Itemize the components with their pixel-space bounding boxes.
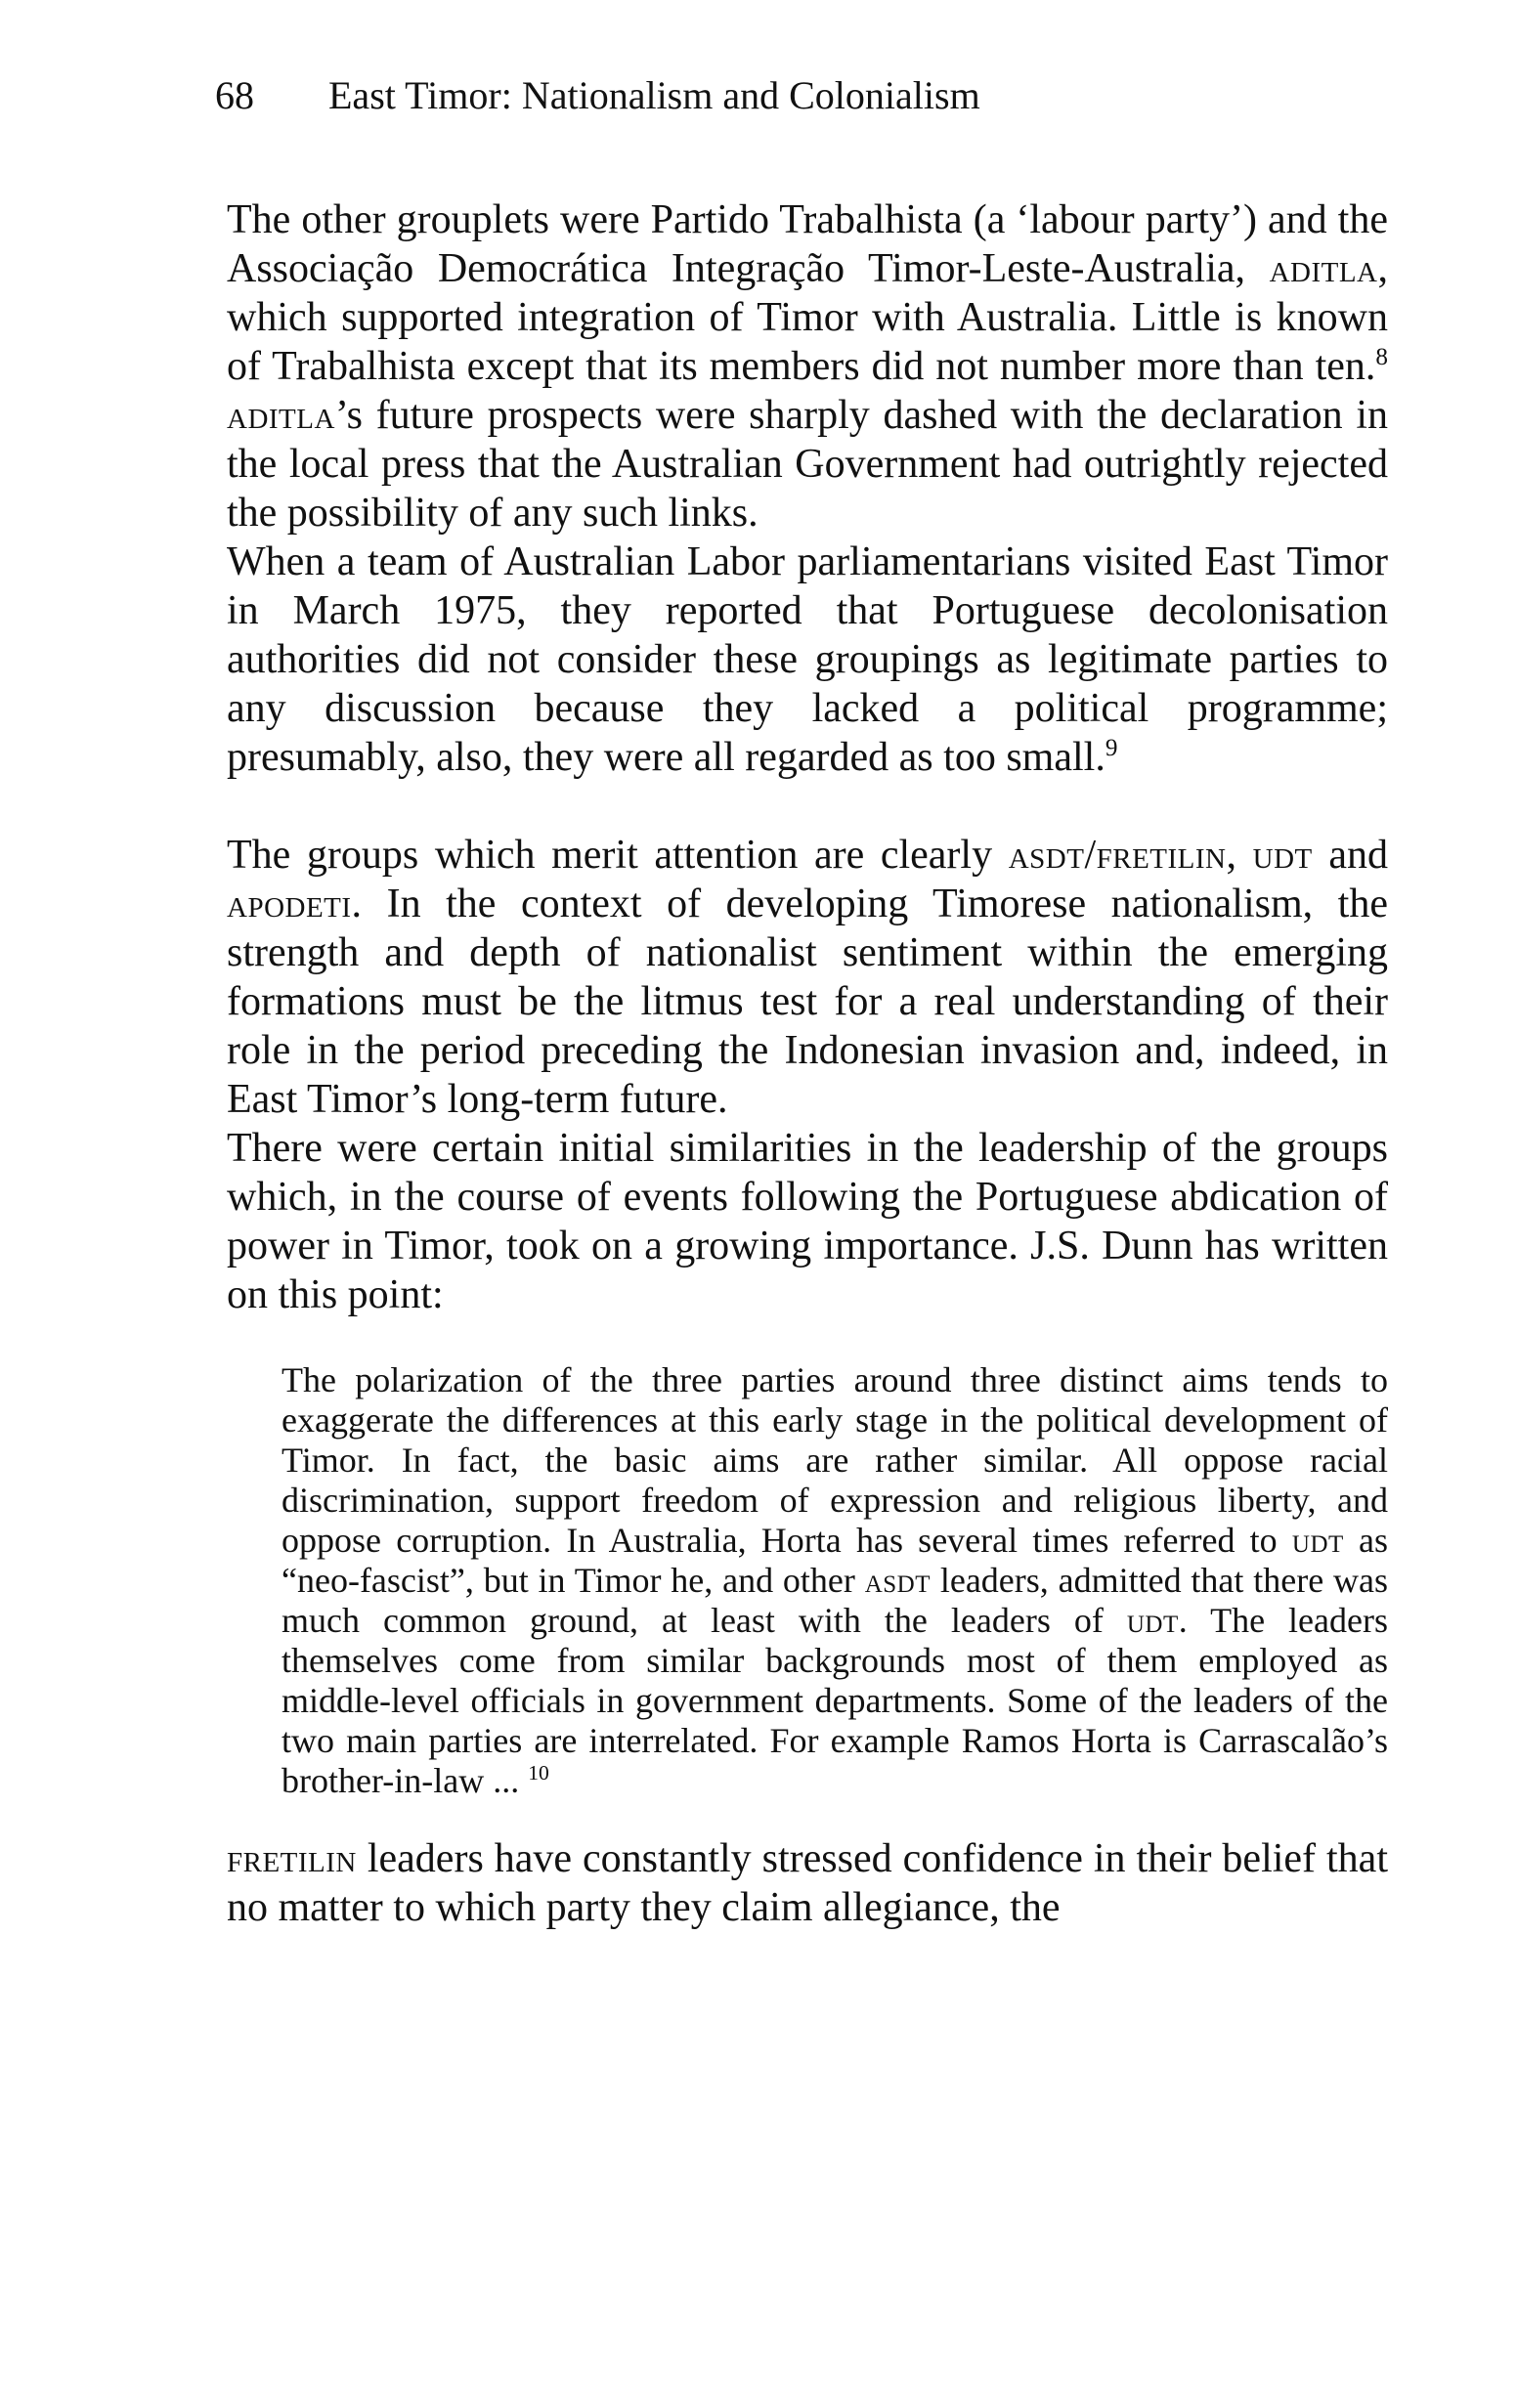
page-number: 68 — [215, 73, 254, 117]
acronym-apodeti: apodeti — [227, 882, 352, 926]
text-span: , which supported integration of Timor with Australia. Little is known of Trabalhista except that its members did not number more than ten. — [227, 246, 1388, 389]
acronym-udt: udt — [1291, 1521, 1344, 1560]
acronym-udt: udt — [1252, 833, 1313, 878]
text-span: , — [1226, 833, 1253, 878]
paragraph-similarities — [227, 1124, 1388, 1319]
running-title: East Timor: Nationalism and Colonialism — [328, 73, 980, 117]
text-span: When a team of Australian Labor parliamentarians visited East Timor in March 1975, they reported that Portuguese decolonisation authorities did not consider these groupings as legitimate parties to any discussion because they lacked a political programme; presumably, also, they were all regarded as too small. — [227, 539, 1388, 780]
running-header — [215, 68, 1398, 123]
block-quote-dunn — [282, 1360, 1388, 1801]
text-span: . In the context of developing Timorese nationalism, the strength and depth of nationalist sentiment within the emerging formations must be the litmus test for a real understanding of their role in the period preceding the Indonesian invasion and, indeed, in East Timor’s long-term future. — [227, 882, 1388, 1122]
text-span: as “neo-fascist”, but in Timor he, and other — [282, 1521, 1388, 1600]
paragraph-fretilin-leaders — [227, 1834, 1388, 1932]
acronym-asdt-fretilin: asdt/fretilin — [1008, 833, 1227, 878]
text-span: . The leaders themselves come from similar backgrounds most of them employed as middle-level officials in government departments. Some of the leaders of the two main parties are interrelated. For example Ramos Horta is Carrascalão’s brother-in-law ... — [282, 1601, 1388, 1800]
paragraph-labor-team — [227, 538, 1388, 782]
acronym-asdt: asdt — [864, 1561, 932, 1600]
text-span: There were certain initial similarities in the leadership of the groups which, in the course of events following the Portuguese abdication of power in Timor, took on a growing importance. J.S. Dunn has written on this point: — [227, 1126, 1388, 1317]
text-span: and — [1312, 833, 1388, 878]
text-span: The polarization of the three parties around three distinct aims tends to exaggerate the differences at this early stage in the political development of Timor. In fact, the basic aims are rather similar. All oppose racial discrimination, support freedom of expression and religious liberty, and oppose corruption. In Australia, Horta has several times referred to — [282, 1360, 1388, 1560]
text-span: leaders, admitted that there was much common ground, at least with the leaders of — [282, 1561, 1388, 1640]
acronym-fretilin: fretilin — [227, 1836, 357, 1881]
paragraph-groups-merit — [227, 831, 1388, 1124]
acronym-aditla: aditla — [227, 393, 335, 438]
text-span: The other grouplets were Partido Trabalhista (a ‘labour party’) and the Associação Democrática Integração Timor-Leste-Australia, — [227, 197, 1388, 291]
footnote-marker: 8 — [1375, 344, 1388, 370]
text-span: leaders have constantly stressed confidence in their belief that no matter to which party they claim allegiance, the — [227, 1836, 1388, 1930]
text-span: ’s future prospects were sharply dashed with the declaration in the local press that the Australian Government had outrightly rejected the possibility of any such links. — [227, 393, 1388, 536]
text-span: The groups which merit attention are clearly — [227, 833, 1009, 878]
body-text — [227, 195, 1388, 1932]
acronym-udt: udt — [1126, 1601, 1179, 1640]
footnote-marker: 9 — [1105, 735, 1118, 761]
paragraph-grouplets — [227, 195, 1388, 538]
footnote-marker: 10 — [528, 1761, 549, 1784]
acronym-aditla: aditla — [1269, 246, 1378, 291]
